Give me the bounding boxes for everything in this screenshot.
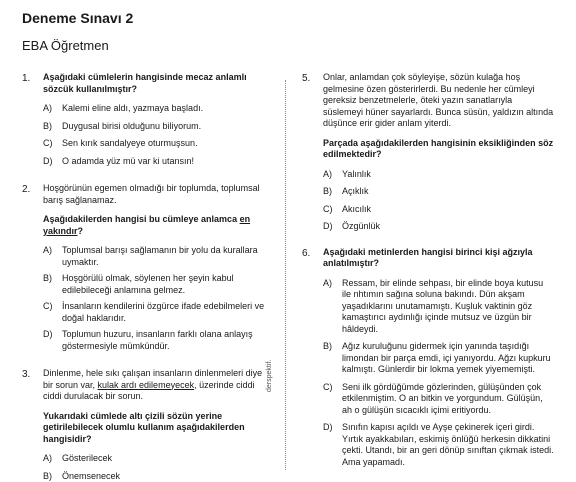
question-passage: Hoşgörünün egemen olmadığı bir toplumda, toplumsal barış sağlanamaz.	[43, 183, 267, 206]
question-6	[302, 247, 554, 469]
option-b[interactable]	[43, 273, 267, 296]
column-divider	[285, 80, 286, 470]
option-text: Özgünlük	[342, 221, 380, 231]
page-subtitle: EBA Öğretmen	[22, 38, 109, 53]
question-2	[22, 183, 267, 352]
option-letter: C)	[43, 301, 53, 313]
option-text: Kalemi eline aldı, yazmaya başladı.	[62, 103, 203, 113]
left-column	[22, 72, 267, 482]
option-text: Sen kırık sandalyeye oturmuşsun.	[62, 138, 198, 148]
option-a[interactable]	[323, 169, 554, 181]
option-letter: C)	[323, 382, 333, 394]
option-letter: A)	[323, 169, 332, 181]
option-text: Duygusal birisi olduğunu biliyorum.	[62, 121, 201, 131]
option-letter: B)	[323, 341, 332, 353]
passage-text: Dinlenme, hele sıkı çalışan insanların dinlenmeleri diye bir sorun var,	[43, 368, 262, 390]
option-d[interactable]	[43, 329, 267, 352]
question-stem: Yukarıdaki cümlede altı çizili sözün yerine getirilebilecek olumlu kullanım aşağıdakilerden hangisidir?	[43, 411, 267, 446]
option-d[interactable]	[323, 422, 554, 468]
passage-text-end: , üzerinde ciddi ciddi durulacak bir sorun.	[43, 380, 255, 402]
question-stem: Aşağıdaki cümlelerin hangisinde mecaz anlamlı sözcük kullanılmıştır?	[43, 72, 267, 95]
option-text: Hoşgörülü olmak, söylenen her şeyin kabul edilebileceği anlamına gelmez.	[62, 273, 234, 295]
option-d[interactable]	[43, 156, 267, 168]
option-text: Ressam, bir elinde sehpası, bir elinde boya kutusu ile nhtımın sağına soluna bakındı. Dün akşam yaşadıklarını unutamamıştı. Kuşluk vaktinin göz kamaştırıcı aydınlığı içinde mutsuz ve üzgün bir hâldeydi.	[342, 278, 543, 334]
question-number: 3.	[22, 369, 30, 381]
option-text: Önemsenecek	[62, 471, 120, 481]
option-letter: A)	[43, 103, 52, 115]
option-c[interactable]	[323, 382, 554, 417]
option-letter: D)	[323, 221, 333, 233]
passage-underlined: kulak ardı edilemeyecek	[98, 380, 195, 390]
question-stem: Aşağıdaki metinlerden hangisi birinci kişi ağzıyla anlatılmıştır?	[323, 247, 554, 270]
option-d[interactable]	[323, 221, 554, 233]
option-c[interactable]	[323, 204, 554, 216]
question-number: 2.	[22, 184, 30, 196]
option-letter: C)	[43, 138, 53, 150]
option-text: Yalınlık	[342, 169, 371, 179]
option-letter: B)	[43, 121, 52, 133]
question-number: 1.	[22, 73, 30, 85]
question-stem	[43, 214, 267, 237]
option-text: Toplumsal barışı sağlamanın bir yolu da kurallara uymaktır.	[62, 245, 258, 267]
option-letter: D)	[43, 329, 53, 341]
question-5	[302, 72, 554, 233]
option-c[interactable]	[43, 301, 267, 324]
option-letter: B)	[323, 186, 332, 198]
option-b[interactable]	[323, 341, 554, 376]
option-letter: A)	[43, 245, 52, 257]
option-letter: A)	[43, 453, 52, 465]
watermark: derspektif.	[266, 360, 273, 392]
question-1	[22, 72, 267, 167]
option-text: İnsanların kendilerini özgürce ifade edebilmeleri ve doğal haklarıdır.	[62, 301, 264, 323]
option-a[interactable]	[43, 103, 267, 115]
option-text: Açıklık	[342, 186, 369, 196]
page-title: Deneme Sınavı 2	[22, 10, 133, 26]
option-letter: A)	[323, 278, 332, 290]
option-text: Gösterilecek	[62, 453, 112, 463]
stem-end: ?	[78, 226, 84, 236]
option-b[interactable]	[43, 121, 267, 133]
question-number: 5.	[302, 73, 310, 85]
option-letter: C)	[323, 204, 333, 216]
option-a[interactable]	[43, 245, 267, 268]
option-b[interactable]	[323, 186, 554, 198]
option-letter: D)	[43, 156, 53, 168]
option-text: Seni ilk gördüğümde gözlerinden, gülüşünden çok etkilenmiştim. O an bitkin ve yorgundum. Gülüşün, ah o gülüşün sıcacıklı içimi eritiyordu.	[342, 382, 543, 415]
option-a[interactable]	[323, 278, 554, 336]
question-passage	[43, 368, 267, 403]
option-text: Toplumun huzuru, insanların farklı olana anlayış göstermesiyle mümkündür.	[62, 329, 253, 351]
option-b[interactable]	[43, 471, 267, 482]
option-c[interactable]	[43, 138, 267, 150]
option-a[interactable]	[43, 453, 267, 465]
question-3	[22, 368, 267, 482]
option-text: Akıcılık	[342, 204, 371, 214]
question-number: 6.	[302, 248, 310, 260]
right-column	[302, 72, 554, 468]
option-text: O adamda yüz mü var ki utansın!	[62, 156, 194, 166]
option-text: Sınıfın kapısı açıldı ve Ayşe çekinerek içeri girdi. Yırtık ayakkabıları, eskimiş önlüğü herkesin dikkatini çekti. Utandı, bir an geri dönüp sınıftan çıkmak istedi. Ama yapamadı.	[342, 422, 554, 467]
stem-text: Aşağıdakilerden hangisi bu cümleye anlamca	[43, 214, 240, 224]
question-passage: Onlar, anlamdan çok söyleyişe, sözün kulağa hoş gelmesine özen gösterirlerdi. Bu nedenle her cümleyi gereksiz benzetmelerle, öteki yazın sanatlarıyla süslemeyi hüner sayarlardı. Bunca süsün, yaldızın altında düşünce erir gider anlam yiterdi.	[323, 72, 554, 130]
stem-underlined: en yakındır	[43, 214, 250, 236]
option-letter: B)	[43, 471, 52, 482]
question-stem: Parçada aşağıdakilerden hangisinin eksikliğinden söz edilmektedir?	[323, 138, 554, 161]
option-text: Ağız kuruluğunu gidermek için yanında taşıdığı limondan bir parça emdi, içi yanıyordu. Ağzı kupkuru kalmıştı. Günlerdir bir lokma yemek yiyememişti.	[342, 341, 551, 374]
option-letter: B)	[43, 273, 52, 285]
option-letter: D)	[323, 422, 333, 434]
